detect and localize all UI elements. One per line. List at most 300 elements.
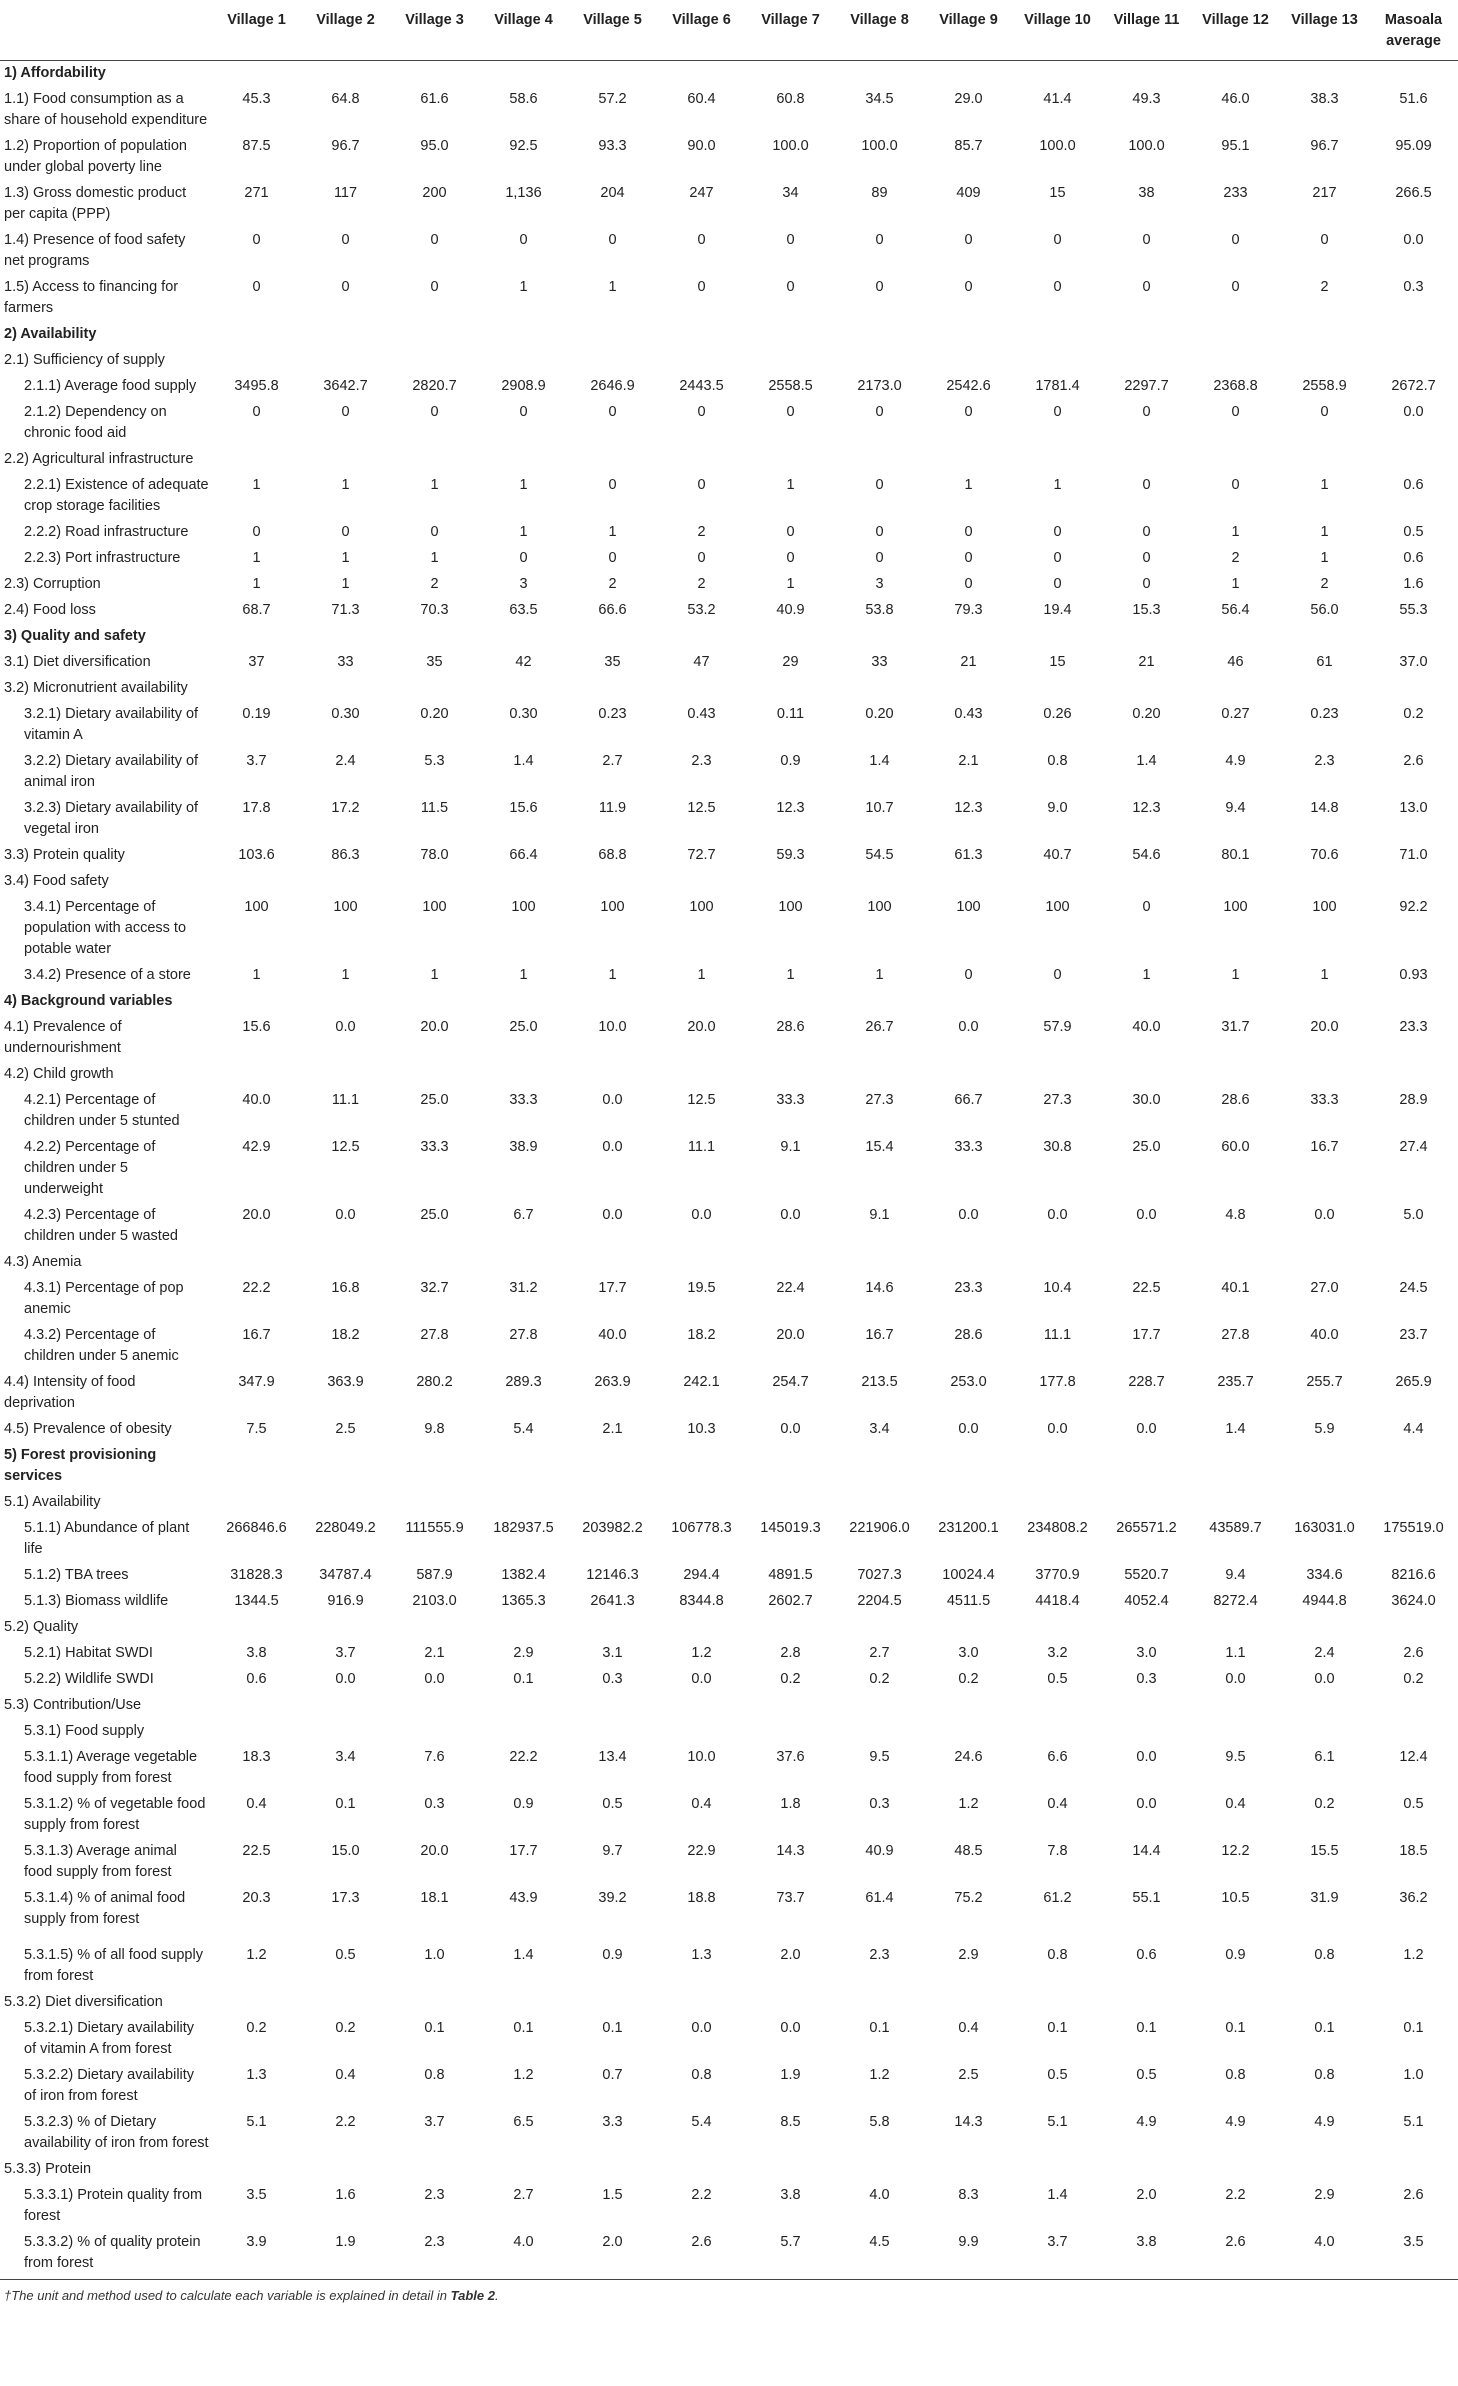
value-cell: 0 [252,404,261,420]
value-cell: 2 [1320,576,1329,592]
value-cell [1013,322,1102,348]
value-cell [1280,1615,1369,1641]
value-cell: 0.0 [691,2020,712,2036]
table-row [0,1641,1458,1667]
value-cell: 16.7 [242,1327,271,1343]
value-cell: 10.5 [1221,1890,1250,1906]
value-cell [390,61,479,88]
value-cell: 0.0 [424,1671,445,1687]
value-cell: 56.4 [1221,602,1250,618]
value-cell: 16.8 [331,1280,360,1296]
value-cell: 10.7 [865,800,894,816]
value-cell: 1 [608,524,617,540]
value-cell [301,1250,390,1276]
row-label: 4.5) Prevalence of obesity [4,1421,172,1437]
value-cell: 0.5 [1136,2067,1157,2083]
average-cell: 55.3 [1399,602,1428,618]
value-cell [835,1490,924,1516]
value-cell: 0 [1231,404,1240,420]
value-cell: 60.4 [687,91,716,107]
value-cell: 37.6 [776,1749,805,1765]
value-cell: 0.3 [869,1796,890,1812]
average-cell: 0.5 [1403,524,1424,540]
table-row [0,1203,1458,1250]
value-cell [1280,1490,1369,1516]
value-cell: 0.0 [1314,1671,1335,1687]
average-cell: 36.2 [1399,1890,1428,1906]
value-cell [746,1490,835,1516]
value-cell: 106778.3 [671,1520,732,1536]
value-cell: 3.8 [1102,2230,1191,2280]
value-cell: 163031.0 [1294,1520,1355,1536]
value-cell: 1 [341,967,350,983]
value-cell: 17.7 [598,1280,627,1296]
table-row [0,869,1458,895]
value-cell: 22.4 [776,1280,805,1296]
value-cell: 3.1 [602,1645,623,1661]
row-label: 5.1.2) TBA trees [24,1567,129,1583]
value-cell: 2558.9 [1302,378,1347,394]
value-cell: 0 [430,524,439,540]
value-cell: 0.2 [246,2020,267,2036]
value-cell: 53.2 [687,602,716,618]
value-cell: 4.0 [869,2187,890,2203]
value-cell: 2.9 [958,1947,979,1963]
value-cell: 0.43 [954,706,983,722]
value-cell [479,869,568,895]
value-cell: 0 [964,550,973,566]
value-cell: 4.9 [1225,2114,1246,2130]
value-cell: 2.7 [602,753,623,769]
value-cell: 61.2 [1043,1890,1072,1906]
value-cell [212,1990,301,2016]
header-row [0,0,1458,61]
average-cell: 1.6 [1403,576,1424,592]
value-cell [212,1443,301,1490]
value-cell: 0.4 [1225,1796,1246,1812]
value-cell: 1 [519,477,528,493]
value-cell: 0.0 [1047,1421,1068,1437]
value-cell [657,1062,746,1088]
value-cell [657,447,746,473]
value-cell: 12.3 [954,800,983,816]
value-cell [657,322,746,348]
value-cell [390,322,479,348]
value-cell: 33 [871,654,888,670]
value-cell [479,348,568,374]
table-row [0,963,1458,989]
value-cell [1013,1615,1102,1641]
value-cell: 54.6 [1132,847,1161,863]
value-cell: 5520.7 [1124,1567,1169,1583]
value-cell [479,2157,568,2183]
value-cell: 1.4 [513,1947,534,1963]
value-cell: 255.7 [1306,1374,1343,1390]
value-cell: 0 [1142,550,1151,566]
value-cell: 289.3 [505,1374,542,1390]
value-cell: 33.3 [954,1139,983,1155]
value-cell: 1.4 [869,753,890,769]
value-cell: 1 [519,279,528,295]
average-cell [1369,869,1458,895]
value-cell: 2.3 [424,2187,445,2203]
value-cell: 0.0 [602,1207,623,1223]
value-cell: 103.6 [238,847,275,863]
value-cell: 0.27 [1221,706,1250,722]
average-cell: 0.2 [1403,1671,1424,1687]
value-cell: 20.3 [242,1890,271,1906]
value-cell: 265571.2 [1116,1520,1177,1536]
value-cell: 1 [1053,477,1062,493]
value-cell: 3.0 [1136,1645,1157,1661]
header-village-5: Village 5 [568,0,657,61]
value-cell: 0.43 [687,706,716,722]
value-cell [746,348,835,374]
value-cell: 100 [422,899,447,915]
table-row [0,134,1458,181]
value-cell: 0 [1053,232,1062,248]
value-cell [212,676,301,702]
table-row [0,1417,1458,1443]
value-cell: 0.0 [1136,1207,1157,1223]
value-cell [1102,1490,1191,1516]
average-cell: 24.5 [1399,1280,1428,1296]
header-village-9: Village 9 [924,0,1013,61]
value-cell: 1 [519,967,528,983]
value-cell: 0.0 [335,1671,356,1687]
value-cell: 1.3 [691,1947,712,1963]
value-cell: 235.7 [1217,1374,1254,1390]
value-cell [1280,1443,1369,1490]
value-cell: 4418.4 [1035,1593,1080,1609]
value-cell: 1 [1320,967,1329,983]
value-cell: 54.5 [865,847,894,863]
value-cell [924,676,1013,702]
value-cell [1191,1443,1280,1490]
value-cell: 2.2 [335,2114,356,2130]
value-cell: 5.7 [746,2230,835,2280]
table-row [0,546,1458,572]
value-cell: 27.8 [509,1327,538,1343]
value-cell [835,624,924,650]
value-cell [1191,348,1280,374]
value-cell: 0 [608,477,617,493]
table-row [0,2110,1458,2157]
value-cell: 2.7 [513,2187,534,2203]
value-cell: 3.7 [246,753,267,769]
value-cell: 87.5 [242,138,271,154]
value-cell: 0.3 [424,1796,445,1812]
average-cell: 8216.6 [1391,1567,1436,1583]
value-cell: 2103.0 [412,1593,457,1609]
value-cell: 19.4 [1043,602,1072,618]
value-cell: 0 [1320,404,1329,420]
value-cell [1191,1615,1280,1641]
value-cell: 0 [1053,524,1062,540]
value-cell: 14.6 [865,1280,894,1296]
value-cell [568,1062,657,1088]
value-cell: 0 [875,550,884,566]
value-cell: 38.9 [509,1139,538,1155]
row-label: 5.3.2.2) Dietary availability of iron from forest [24,2067,195,2104]
value-cell: 33.3 [776,1092,805,1108]
value-cell: 4.0 [479,2230,568,2280]
row-label: 3.2) Micronutrient availability [4,680,188,696]
row-label: 2.1.2) Dependency on chronic food aid [24,404,167,441]
value-cell: 1 [341,477,350,493]
value-cell: 271 [244,185,269,201]
value-cell: 3770.9 [1035,1567,1080,1583]
value-cell: 11.1 [1043,1327,1072,1343]
row-label: 2.1) Sufficiency of supply [4,352,165,368]
value-cell: 9.1 [869,1207,890,1223]
value-cell: 40.0 [1310,1327,1339,1343]
value-cell: 1 [430,967,439,983]
value-cell: 0.1 [1136,2020,1157,2036]
value-cell: 42 [515,654,532,670]
footnote-text: The unit and method used to calculate each variable is explained in detail in [11,2288,451,2303]
table-row [0,348,1458,374]
value-cell: 0 [875,477,884,493]
value-cell: 45.3 [242,91,271,107]
value-cell: 32.7 [420,1280,449,1296]
value-cell: 59.3 [776,847,805,863]
value-cell: 1365.3 [501,1593,546,1609]
value-cell: 228049.2 [315,1520,376,1536]
value-cell: 9.4 [1225,800,1246,816]
value-cell: 3.5 [246,2187,267,2203]
row-label: 2.2.1) Existence of adequate crop storage facilities [24,477,209,514]
value-cell: 1.6 [335,2187,356,2203]
value-cell: 0.0 [602,1139,623,1155]
value-cell [835,1693,924,1719]
value-cell: 30.0 [1132,1092,1161,1108]
average-cell [1369,989,1458,1015]
value-cell: 12.5 [687,1092,716,1108]
value-cell: 12.2 [1221,1843,1250,1859]
average-cell: 2.6 [1403,1645,1424,1661]
value-cell: 20.0 [687,1019,716,1035]
value-cell: 3.4 [869,1421,890,1437]
value-cell: 2.6 [1191,2230,1280,2280]
average-cell [1369,1490,1458,1516]
value-cell: 2.3 [390,2230,479,2280]
value-cell: 14.3 [776,1843,805,1859]
value-cell [1102,869,1191,895]
table-row [0,1276,1458,1323]
value-cell: 0.0 [335,1207,356,1223]
value-cell: 31.7 [1221,1019,1250,1035]
value-cell [835,1443,924,1490]
value-cell: 266846.6 [226,1520,287,1536]
footnote-end: . [494,2288,499,2303]
value-cell: 204 [600,185,625,201]
value-cell: 2.6 [657,2230,746,2280]
value-cell: 1781.4 [1035,378,1080,394]
value-cell: 0.26 [1043,706,1072,722]
value-cell: 2.4 [1314,1645,1335,1661]
row-label: 5.1.1) Abundance of plant life [24,1520,190,1557]
value-cell: 60.0 [1221,1139,1250,1155]
table-row [0,1839,1458,1886]
value-cell [1013,1719,1102,1745]
value-cell: 2 [697,576,706,592]
value-cell: 40.7 [1043,847,1072,863]
value-cell: 0.4 [1047,1796,1068,1812]
value-cell [746,1693,835,1719]
value-cell: 18.3 [242,1749,271,1765]
value-cell: 6.1 [1314,1749,1335,1765]
value-cell: 66.6 [598,602,627,618]
value-cell [835,322,924,348]
value-cell: 1 [786,967,795,983]
value-cell: 117 [333,185,358,201]
value-cell: 2.7 [869,1645,890,1661]
value-cell: 0.20 [865,706,894,722]
value-cell: 66.4 [509,847,538,863]
value-cell [1280,676,1369,702]
value-cell: 25.0 [509,1019,538,1035]
value-cell: 64.8 [331,91,360,107]
row-label: 5.3.2) Diet diversification [4,1994,163,2010]
average-cell: 92.2 [1399,899,1428,915]
value-cell: 5.3 [424,753,445,769]
header-village-10: Village 10 [1013,0,1102,61]
value-cell: 33.3 [420,1139,449,1155]
value-cell: 73.7 [776,1890,805,1906]
average-cell [1369,1990,1458,2016]
value-cell: 61.6 [420,91,449,107]
value-cell: 0 [786,404,795,420]
value-cell: 12.3 [1132,800,1161,816]
value-cell: 15.6 [242,1019,271,1035]
value-cell: 0 [1142,477,1151,493]
value-cell [568,1990,657,2016]
average-cell: 3624.0 [1391,1593,1436,1609]
value-cell: 1,136 [505,185,542,201]
table-row [0,1667,1458,1693]
row-label: 4.2.3) Percentage of children under 5 wasted [24,1207,178,1244]
row-label: 3.4.2) Presence of a store [24,967,191,983]
value-cell: 200 [422,185,447,201]
value-cell: 0.20 [1132,706,1161,722]
value-cell: 0.8 [424,2067,445,2083]
row-label: 1.3) Gross domestic product per capita (PPP) [4,185,187,222]
average-cell: 5.1 [1403,2114,1424,2130]
value-cell: 0.0 [780,1207,801,1223]
value-cell: 334.6 [1306,1567,1343,1583]
value-cell: 2.1 [424,1645,445,1661]
value-cell [657,869,746,895]
value-cell: 0 [786,232,795,248]
value-cell [1191,322,1280,348]
row-label: 3.4.1) Percentage of population with access to potable water [24,899,187,957]
value-cell: 0 [875,524,884,540]
value-cell [212,989,301,1015]
value-cell: 1 [252,967,261,983]
value-cell: 0 [608,404,617,420]
value-cell: 100 [511,899,536,915]
value-cell: 2542.6 [946,378,991,394]
value-cell: 4.9 [1314,2114,1335,2130]
value-cell: 4052.4 [1124,1593,1169,1609]
average-cell: 23.7 [1399,1327,1428,1343]
value-cell [746,1719,835,1745]
value-cell [1102,322,1191,348]
value-cell [390,1250,479,1276]
average-cell [1369,1693,1458,1719]
value-cell: 409 [956,185,981,201]
value-cell: 0.0 [1136,1421,1157,1437]
value-cell: 15.4 [865,1139,894,1155]
average-cell [1369,1443,1458,1490]
row-label: 5.1) Availability [4,1494,101,1510]
value-cell: 37 [248,654,265,670]
value-cell [746,1443,835,1490]
average-cell: 51.6 [1399,91,1428,107]
value-cell [746,1615,835,1641]
value-cell: 0 [697,477,706,493]
value-cell: 0.19 [242,706,271,722]
average-cell: 2.6 [1403,2187,1424,2203]
value-cell: 3.4 [335,1749,356,1765]
value-cell: 8.3 [958,2187,979,2203]
value-cell [1102,61,1191,88]
value-cell: 0.2 [335,2020,356,2036]
value-cell [1102,1250,1191,1276]
value-cell [212,61,301,88]
value-cell: 40.9 [776,602,805,618]
value-cell: 31828.3 [230,1567,283,1583]
value-cell: 47 [693,654,710,670]
value-cell: 0 [1142,899,1151,915]
value-cell: 89 [871,185,888,201]
value-cell: 0 [1231,477,1240,493]
value-cell: 0 [964,524,973,540]
value-cell [746,1250,835,1276]
average-cell: 71.0 [1399,847,1428,863]
value-cell: 15.0 [331,1843,360,1859]
value-cell: 27.8 [420,1327,449,1343]
value-cell: 18.2 [687,1327,716,1343]
value-cell [924,2157,1013,2183]
value-cell: 38 [1138,185,1155,201]
value-cell: 1 [1231,576,1240,592]
average-cell: 265.9 [1395,1374,1432,1390]
value-cell: 12.3 [776,800,805,816]
value-cell: 3.8 [246,1645,267,1661]
average-cell [1369,447,1458,473]
value-cell [1102,447,1191,473]
value-cell: 0.1 [513,1671,534,1687]
value-cell: 20.0 [420,1843,449,1859]
average-cell: 0.1 [1403,2020,1424,2036]
value-cell: 2.0 [568,2230,657,2280]
average-cell [1369,61,1458,88]
value-cell [479,1615,568,1641]
average-cell: 27.4 [1399,1139,1428,1155]
row-label: 4.2.1) Percentage of children under 5 stunted [24,1092,180,1129]
value-cell: 2.3 [1314,753,1335,769]
value-cell: 40.9 [865,1843,894,1859]
value-cell: 2.0 [780,1947,801,1963]
section-row [0,322,1458,348]
value-cell: 25.0 [420,1092,449,1108]
value-cell [924,348,1013,374]
value-cell: 10024.4 [942,1567,995,1583]
value-cell: 0 [341,524,350,540]
value-cell: 22.5 [242,1843,271,1859]
